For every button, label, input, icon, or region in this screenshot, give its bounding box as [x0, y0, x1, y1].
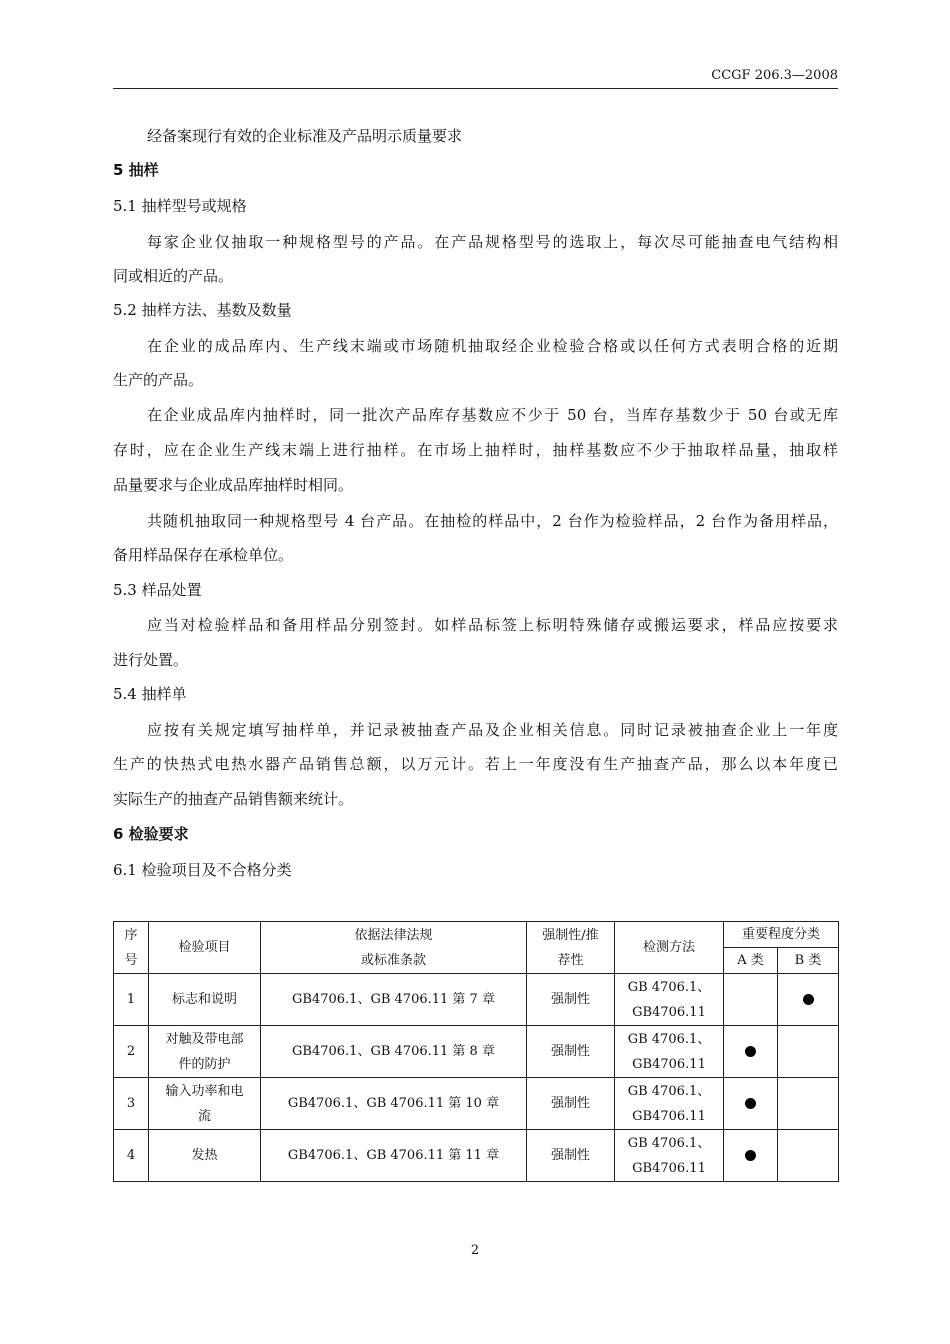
- cell-seq: 1: [114, 974, 149, 1026]
- filled-circle-icon: [745, 1150, 756, 1161]
- body-line: 存时，应在企业生产线末端上进行抽样。在市场上抽样时，抽样基数应不少于抽取样品量，抽取样: [113, 441, 838, 459]
- cell-class-b: [778, 1026, 839, 1078]
- header-item: 检验项目: [149, 922, 261, 974]
- body-line: 同或相近的产品。: [113, 267, 234, 285]
- body-line: 经备案现行有效的企业标准及产品明示质量要求: [147, 127, 463, 145]
- cell-method: GB 4706.1、 GB4706.11: [615, 974, 724, 1026]
- subsection-heading-6-1: 6.1 检验项目及不合格分类: [113, 861, 292, 879]
- header-basis: 依据法律法规 或标准条款: [261, 922, 527, 974]
- body-line: 生产的产品。: [113, 371, 204, 389]
- body-line: 每家企业仅抽取一种规格型号的产品。在产品规格型号的选取上，每次尽可能抽查电气结构相: [147, 233, 838, 251]
- header-mandatory: 强制性/推 荐性: [527, 922, 615, 974]
- cell-seq: 3: [114, 1078, 149, 1130]
- subsection-heading-5-2: 5.2 抽样方法、基数及数量: [113, 301, 292, 319]
- body-line: 品量要求与企业成品库抽样时相同。: [113, 476, 354, 494]
- cell-seq: 2: [114, 1026, 149, 1078]
- page-header: [113, 62, 838, 89]
- cell-item: 输入功率和电 流: [149, 1078, 261, 1130]
- cell-basis: GB4706.1、GB 4706.11 第 11 章: [261, 1130, 527, 1182]
- subsection-heading-5-4: 5.4 抽样单: [113, 685, 187, 703]
- cell-method: GB 4706.1、 GB4706.11: [615, 1026, 724, 1078]
- header-class-a: A 类: [724, 948, 778, 974]
- table-row: [114, 1130, 839, 1182]
- table-row: [114, 1078, 839, 1130]
- body-line: 备用样品保存在承检单位。: [113, 546, 294, 564]
- body-line: 在企业成品库内抽样时，同一批次产品库存基数应不少于 50 台，当库存基数少于 50 台或无库: [147, 406, 838, 424]
- cell-class-a: [724, 974, 778, 1026]
- body-line: 在企业的成品库内、生产线末端或市场随机抽取经企业检验合格或以任何方式表明合格的近期: [147, 337, 838, 355]
- table-row: [114, 1026, 839, 1078]
- cell-item: 对触及带电部 件的防护: [149, 1026, 261, 1078]
- section-heading-5: 5 抽样: [113, 161, 159, 179]
- filled-circle-icon: [803, 994, 814, 1005]
- subsection-heading-5-1: 5.1 抽样型号或规格: [113, 197, 247, 215]
- page-number: 2: [470, 1243, 480, 1258]
- inspection-items-table: [113, 921, 839, 1182]
- table-row: [114, 974, 839, 1026]
- cell-class-a: [724, 1026, 778, 1078]
- cell-mandatory: 强制性: [527, 974, 615, 1026]
- cell-class-a: [724, 1130, 778, 1182]
- filled-circle-icon: [745, 1046, 756, 1057]
- cell-basis: GB4706.1、GB 4706.11 第 10 章: [261, 1078, 527, 1130]
- cell-seq: 4: [114, 1130, 149, 1182]
- cell-item: 标志和说明: [149, 974, 261, 1026]
- section-heading-6: 6 检验要求: [113, 825, 189, 843]
- cell-class-b: [778, 974, 839, 1026]
- cell-mandatory: 强制性: [527, 1130, 615, 1182]
- body-line: 应按有关规定填写抽样单，并记录被抽查产品及企业相关信息。同时记录被抽查企业上一年度: [147, 721, 838, 739]
- header-seq: 序 号: [114, 922, 149, 974]
- subsection-heading-5-3: 5.3 样品处置: [113, 581, 202, 599]
- cell-mandatory: 强制性: [527, 1026, 615, 1078]
- body-line: 生产的快热式电热水器产品销售总额，以万元计。若上一年度没有生产抽查产品，那么以本年度已: [113, 755, 838, 773]
- cell-basis: GB4706.1、GB 4706.11 第 7 章: [261, 974, 527, 1026]
- body-line: 进行处置。: [113, 651, 189, 669]
- body-line: 实际生产的抽查产品销售额来统计。: [113, 790, 354, 808]
- cell-method: GB 4706.1、 GB4706.11: [615, 1078, 724, 1130]
- body-line: 共随机抽取同一种规格型号 4 台产品。在抽检的样品中，2 台作为检验样品，2 台作为备用样品，: [147, 512, 838, 530]
- cell-mandatory: 强制性: [527, 1078, 615, 1130]
- body-line: 应当对检验样品和备用样品分别签封。如样品标签上标明特殊储存或搬运要求，样品应按要求: [147, 616, 838, 634]
- document-code: CCGF 206.3—2008: [711, 68, 838, 83]
- cell-basis: GB4706.1、GB 4706.11 第 8 章: [261, 1026, 527, 1078]
- cell-class-b: [778, 1078, 839, 1130]
- filled-circle-icon: [745, 1098, 756, 1109]
- cell-item: 发热: [149, 1130, 261, 1182]
- header-class-b: B 类: [778, 948, 839, 974]
- cell-method: GB 4706.1、 GB4706.11: [615, 1130, 724, 1182]
- header-importance: 重要程度分类: [724, 922, 839, 948]
- cell-class-b: [778, 1130, 839, 1182]
- table-header-row: [114, 922, 839, 948]
- cell-class-a: [724, 1078, 778, 1130]
- header-method: 检测方法: [615, 922, 724, 974]
